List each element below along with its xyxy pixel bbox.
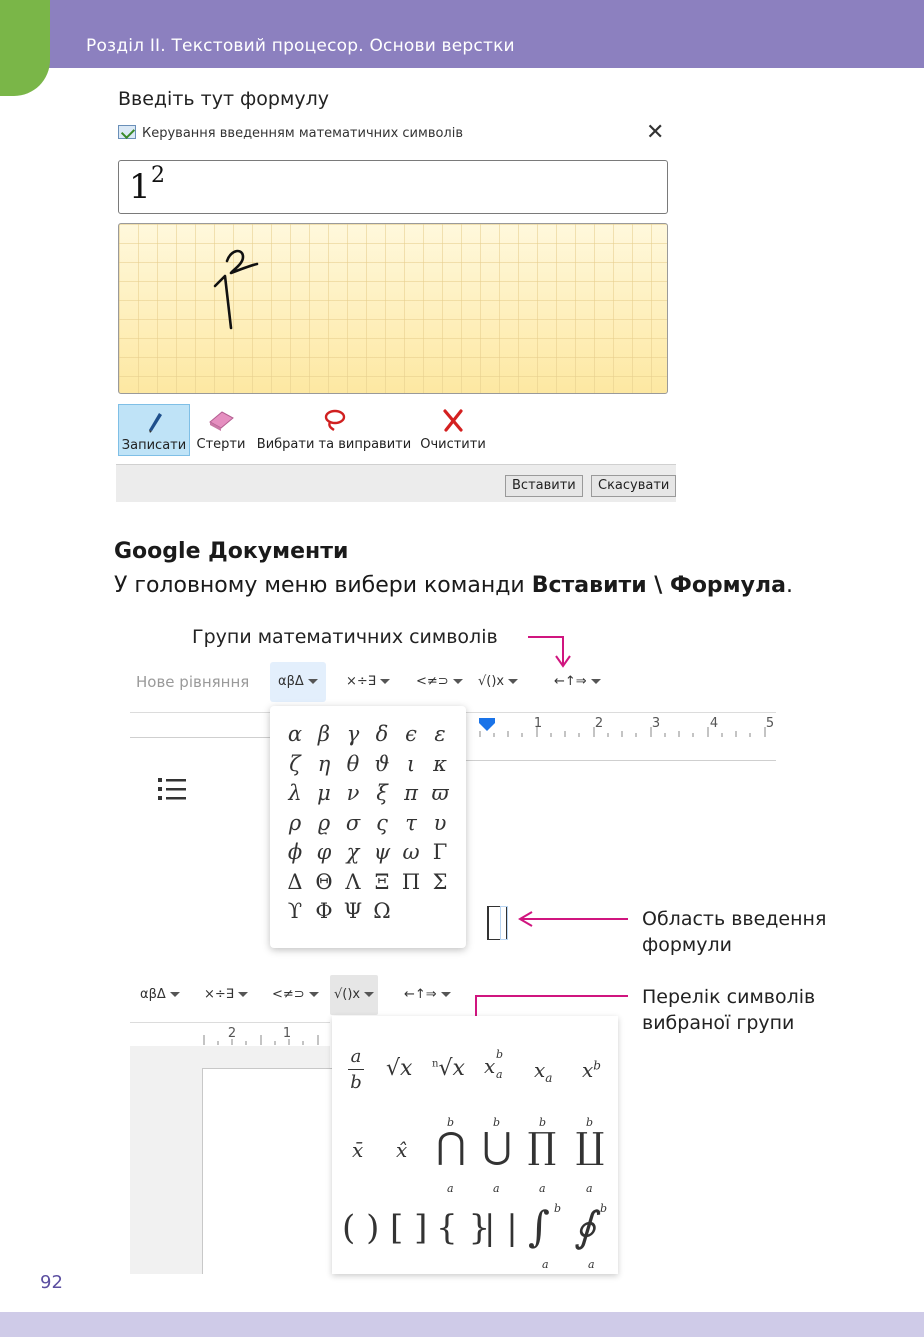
chevron-down-icon (380, 679, 390, 684)
window-title: Керування введенням математичних символів (142, 126, 464, 141)
big-coprod-symbol[interactable]: ∐ (575, 1126, 605, 1167)
greek-symbol[interactable]: γ (346, 722, 360, 746)
greek-symbol[interactable]: ρ (288, 810, 302, 835)
relations-group-button[interactable] (416, 662, 463, 702)
nth-root-arg: x (452, 1056, 465, 1081)
chevron-down-icon (238, 992, 248, 997)
fraction-numerator: a (350, 1046, 362, 1067)
math-ops-group-label: √()x (478, 674, 505, 689)
greek-symbol[interactable]: τ (405, 810, 417, 835)
big-cup-symbol[interactable]: ⋃ (482, 1126, 512, 1167)
fraction-denominator: b (350, 1072, 362, 1093)
sqrt-arg: x (400, 1056, 413, 1081)
big-prod-symbol[interactable]: ∏ (527, 1126, 557, 1167)
ruler-top-1: 1 (533, 716, 543, 731)
limit-lower: a (493, 1182, 500, 1195)
subscript-index: a (545, 1071, 553, 1085)
relations-group-label-2: <≠⊃ (272, 987, 305, 1002)
insert-button[interactable]: Вставити (505, 475, 583, 497)
greek-symbol[interactable]: υ (433, 810, 447, 835)
sqrt-symbol[interactable]: √x (386, 1056, 413, 1081)
erase-tool-label: Стерти (196, 437, 246, 452)
formula-cursor-box (500, 906, 508, 940)
greek-symbols-dropdown (270, 706, 466, 948)
relations-group-button-2[interactable] (272, 975, 319, 1015)
contour-upper: b (600, 1202, 608, 1215)
parentheses-symbol[interactable]: ( ) (342, 1208, 380, 1248)
instruction-end: . (785, 573, 793, 598)
greek-symbol[interactable]: Δ (287, 869, 303, 894)
limit-upper: b (539, 1116, 547, 1129)
limit-upper: b (586, 1116, 594, 1129)
subscript-base: x (534, 1058, 546, 1082)
braces-symbol[interactable]: { } (436, 1208, 491, 1248)
bulleted-list-icon[interactable] (158, 776, 186, 802)
arrows-group-label: ←↑⇒ (554, 674, 587, 689)
greek-symbol[interactable]: Σ (432, 869, 448, 894)
callout-formula-area-line2: формули (642, 934, 732, 956)
greek-symbol[interactable]: ϖ (431, 781, 449, 805)
callout-formula-area-line1: Область введення (642, 908, 827, 930)
operators-group-button-2[interactable] (204, 975, 248, 1015)
chevron-down-icon (441, 992, 451, 997)
superscript-index: b (593, 1058, 601, 1073)
chevron-down-icon (453, 679, 463, 684)
arrows-group-label-2: ←↑⇒ (404, 987, 437, 1002)
write-tool-label: Записати (121, 438, 187, 453)
greek-symbol[interactable]: δ (375, 722, 389, 746)
callout-symbol-list (642, 984, 815, 1036)
chevron-down-icon (170, 992, 180, 997)
greek-symbol[interactable]: ϑ (374, 751, 390, 776)
greek-symbol[interactable]: Π (401, 869, 421, 894)
limit-lower: a (586, 1182, 593, 1195)
greek-symbol[interactable]: Φ (315, 899, 333, 923)
superscript-symbol[interactable] (582, 1058, 601, 1082)
ruler-top-4: 4 (709, 716, 719, 731)
limit-lower: a (447, 1182, 454, 1195)
instruction-text: У головному меню вибери команди (114, 573, 532, 598)
ruler-bottom-ticks (130, 1023, 330, 1047)
greek-symbol[interactable]: Γ (432, 840, 448, 864)
nth-root-symbol[interactable]: $^n$√x (432, 1056, 465, 1081)
subsup-base: x (484, 1054, 496, 1078)
instruction-command: Вставити \ Формула (531, 573, 786, 598)
greek-symbol[interactable]: ϕ (287, 840, 303, 864)
preview-base: 1 (129, 167, 151, 207)
greek-symbol[interactable]: κ (433, 751, 447, 776)
greek-symbol[interactable]: Ω (373, 899, 391, 923)
equation-toolbar-2 (130, 975, 470, 1015)
limit-upper: b (447, 1116, 455, 1129)
callout-symbol-groups: Групи математичних символів (192, 626, 498, 648)
operators-group-label: ×÷∃ (346, 674, 376, 689)
greek-symbol[interactable]: ε (434, 722, 446, 746)
select-correct-label: Вибрати та виправити (256, 437, 412, 452)
page-number: 92 (40, 1272, 63, 1293)
greek-symbol[interactable]: μ (317, 781, 331, 805)
greek-symbol[interactable]: λ (288, 781, 302, 805)
ruler-bottom-1: 1 (282, 1026, 292, 1041)
subsup-symbol[interactable] (484, 1048, 504, 1081)
section-heading: Google Документи (114, 539, 349, 564)
abs-symbol[interactable]: | | (484, 1208, 518, 1248)
greek-symbol[interactable]: β (317, 722, 331, 746)
greek-symbol[interactable]: α (287, 722, 303, 746)
formula-prompt: Введіть тут формулу (118, 88, 329, 110)
subsup-sup: b (496, 1048, 504, 1061)
ruler-bottom-2: 2 (227, 1026, 237, 1041)
brackets-symbol[interactable]: [ ] (390, 1208, 428, 1248)
greek-group-label: αβΔ (278, 674, 304, 689)
ruler-top-2: 2 (594, 716, 604, 731)
greek-symbol[interactable]: Ψ (343, 899, 363, 923)
greek-symbol[interactable]: Θ (315, 869, 333, 894)
ruler-top-3: 3 (651, 716, 661, 731)
nth-root-index: n (432, 1058, 439, 1070)
greek-symbol[interactable]: ζ (289, 751, 301, 776)
big-cap-symbol[interactable]: ⋂ (436, 1126, 466, 1167)
fraction-symbol[interactable] (348, 1046, 364, 1093)
greek-symbol[interactable]: σ (345, 810, 361, 835)
preview-exponent: 2 (151, 163, 165, 188)
greek-symbol[interactable]: ψ (373, 840, 391, 864)
math-ops-group-button[interactable] (478, 662, 518, 702)
greek-symbol[interactable]: ϱ (317, 810, 331, 835)
limit-upper: b (493, 1116, 501, 1129)
bar-symbol[interactable]: x̄ (352, 1138, 364, 1162)
greek-symbol[interactable]: ω (402, 840, 420, 864)
ruler-bottom (130, 1022, 330, 1046)
subscript-symbol[interactable] (534, 1058, 552, 1085)
math-ops-group-button-2[interactable] (330, 975, 378, 1015)
relations-group-label: <≠⊃ (416, 674, 449, 689)
ruler-top-5: 5 (765, 716, 775, 731)
greek-symbol[interactable]: ς (376, 810, 388, 835)
integral-lower: a (542, 1258, 549, 1271)
greek-symbol[interactable]: Λ (345, 869, 361, 894)
chevron-down-icon (308, 679, 318, 684)
fraction-bar (348, 1069, 364, 1070)
integral-symbol[interactable]: ∫ (528, 1202, 550, 1251)
greek-symbol[interactable]: η (317, 751, 331, 776)
chevron-down-icon (591, 679, 601, 684)
operators-group-label-2: ×÷∃ (204, 987, 234, 1002)
chapter-title: Розділ ІІ. Текстовий процесор. Основи верстки (86, 36, 515, 56)
callout-symbol-list-line2: вибраної групи (642, 1012, 795, 1034)
greek-group-button-2[interactable] (140, 975, 180, 1015)
chevron-down-icon (309, 992, 319, 997)
hat-symbol[interactable]: x̂ (396, 1138, 408, 1162)
subsup-sub: a (496, 1068, 503, 1081)
greek-symbol[interactable]: ϒ (287, 899, 303, 923)
chevron-down-icon (364, 992, 374, 997)
page-margin-line (462, 760, 776, 761)
greek-symbol[interactable]: ϵ (405, 722, 417, 746)
footer-band (0, 1312, 924, 1337)
greek-symbol[interactable]: π (404, 781, 418, 805)
contour-lower: a (588, 1258, 595, 1271)
math-operations-dropdown (332, 1016, 618, 1274)
callout-formula-area (642, 906, 826, 958)
cancel-button[interactable]: Скасувати (591, 475, 676, 497)
close-icon[interactable]: ✕ (646, 120, 665, 145)
callout-symbol-list-line1: Перелік символів (642, 986, 816, 1008)
chevron-down-icon (508, 679, 518, 684)
clear-tool-label: Очистити (420, 437, 486, 452)
operators-group-button[interactable] (346, 662, 390, 702)
greek-symbol[interactable]: ι (406, 751, 416, 776)
greek-group-label-2: αβΔ (140, 987, 166, 1002)
math-ops-group-label-2: √()x (334, 987, 361, 1002)
limit-lower: a (539, 1182, 546, 1195)
greek-symbol[interactable]: ν (346, 781, 360, 805)
new-equation-label: Нове рівняння (136, 673, 250, 691)
document-page (202, 1068, 332, 1274)
greek-symbol[interactable]: φ (316, 840, 332, 864)
greek-symbol[interactable]: Ξ (374, 869, 390, 894)
integral-upper: b (554, 1202, 562, 1215)
arrows-group-button-2[interactable] (404, 975, 451, 1015)
greek-group-button[interactable] (270, 662, 326, 702)
contour-integral-symbol[interactable]: ∮ (574, 1202, 596, 1251)
greek-symbol[interactable]: χ (346, 840, 360, 864)
equation-toolbar (130, 662, 780, 702)
superscript-base: x (582, 1058, 594, 1082)
arrows-group-button[interactable] (554, 662, 601, 702)
greek-symbol[interactable]: θ (346, 751, 360, 776)
greek-symbol[interactable]: ξ (376, 781, 388, 805)
